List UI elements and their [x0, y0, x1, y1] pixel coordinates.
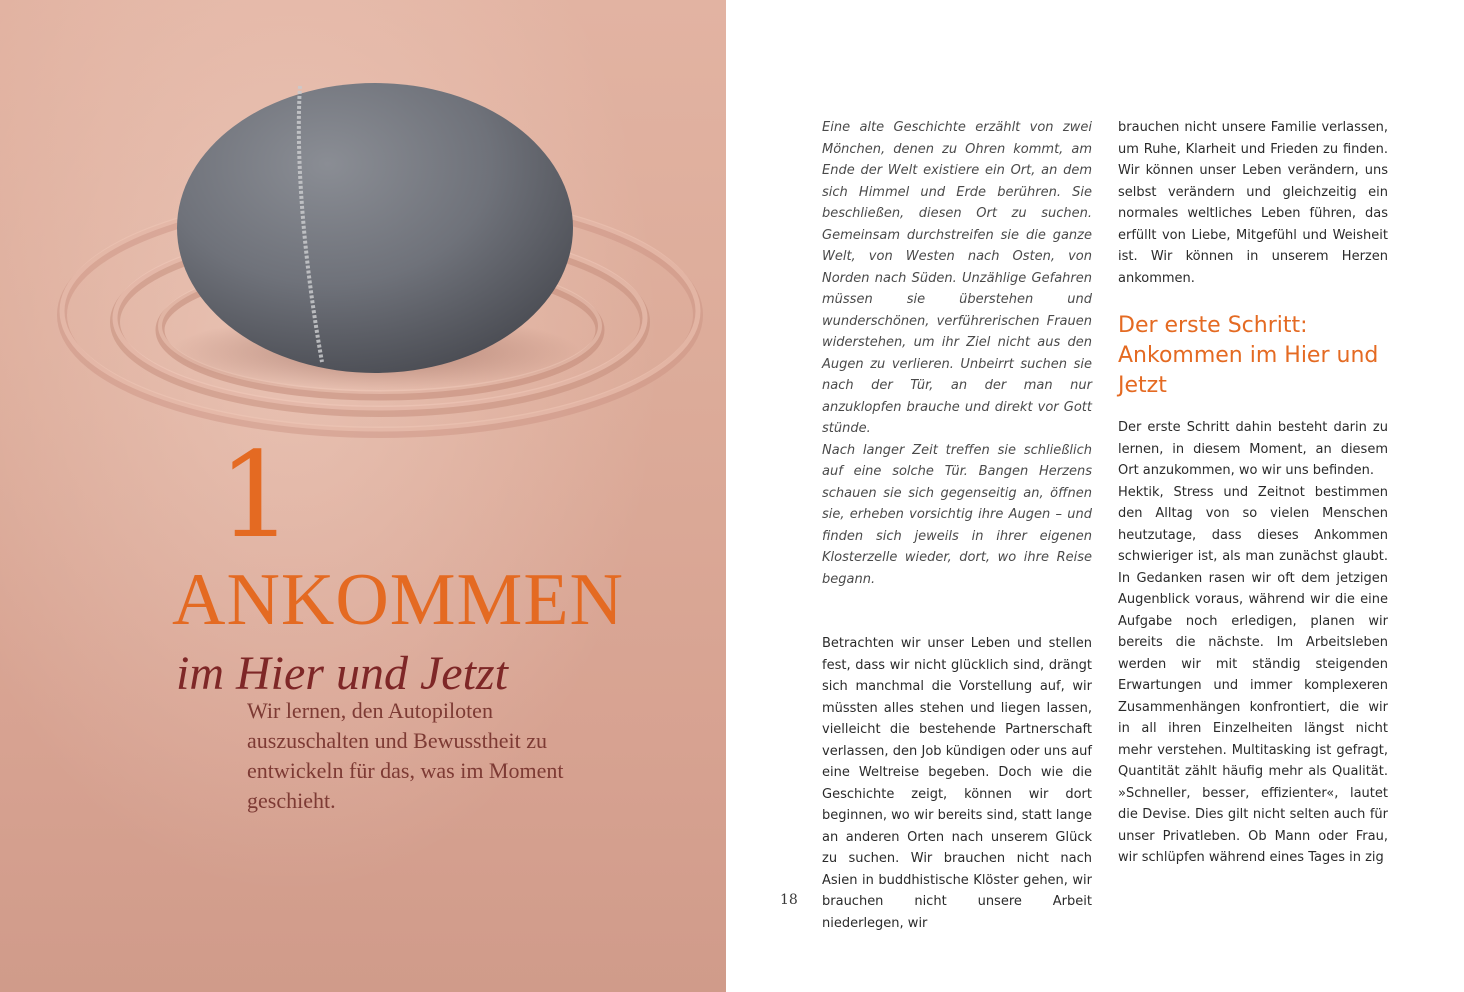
- body-paragraph: Der erste Schritt dahin besteht darin zu lernen, in diesem Moment, an diesem Ort anzukommen, wo wir uns befinden.: [1118, 420, 1388, 478]
- section-heading: Der erste Schritt: Ankommen im Hier und Jetzt: [1118, 313, 1379, 398]
- body-paragraph: Betrachten wir unser Leben und stellen fest, dass wir nicht glücklich sind, drängt sich manchmal die Vorstellung auf, wir müssten alles stehen und liegen lassen, vielleicht die bestehende Partnerschaft verlassen, den Job kündigen oder uns auf eine Weltreise begeben. Doch wie die Geschichte zeigt, können wir dort beginnen, wo wir bereits sind, statt lange an anderen Orten nach unserem Glück zu suchen. Wir brauchen nicht nach Asien in buddhistische Klöster gehen, wir brauchen nicht unsere Arbeit niederlegen, wir: [822, 636, 1092, 931]
- body-paragraph: Hektik, Stress und Zeitnot bestimmen den Alltag von so vielen Menschen heutzutage, dass dieses Ankommen schwieriger ist, als man zunächst glaubt. In Gedanken rasen wir oft dem jetzigen Augenblick voraus, während wir die eine Aufgabe noch erledigen, planen wir bereits die nächste. Im Arbeitsleben werden wir mit ständig steigenden Erwartungen und immer komplexeren Zusammenhängen konfrontiert, die wir in all ihren Einzelheiten längst nicht mehr verstehen. Multitasking ist gefragt, Quantität zählt häufig mehr als Qualität. »Schneller, besser, effizienter«, lautet die Devise. Dies gilt nicht selten auch für unser Privatleben. Ob Mann oder Frau, wir schlüpfen während eines Tages in zig: [1118, 484, 1388, 865]
- chapter-title: ANKOMMEN: [172, 559, 624, 641]
- left-page-photo: [0, 0, 726, 992]
- chapter-subtitle: im Hier und Jetzt: [176, 647, 508, 700]
- story-paragraph: Nach langer Zeit treffen sie schließlich auf eine solche Tür. Bangen Herzens schauen sie sich gegenseitig an, öffnen sie, erheben vorsichtig ihre Augen – und finden sich jeweils in ihrer eigenen Klosterzelle wieder, dort, wo ihre Reise begann.: [822, 442, 1092, 587]
- body-paragraph: brauchen nicht unsere Familie verlassen, um Ruhe, Klarheit und Frieden zu finden. Wir können unser Leben verändern, uns selbst verändern und gleichzeitig ein normales weltliches Leben führen, das erfüllt von Liebe, Mitgefühl und Weisheit ist. Wir können in unserem Herzen ankommen.: [1118, 120, 1388, 286]
- story-paragraph: Eine alte Geschichte erzählt von zwei Mönchen, denen zu Ohren kommt, am Ende der Welt existiere ein Ort, an dem sich Himmel und Erde berühren. Sie beschließen, diesen Ort zu suchen. Gemeinsam durchstreifen sie die ganze Welt, von Westen nach Osten, von Norden nach Süden. Unzählige Gefahren müssen sie überstehen und wunderschönen, verführerischen Frauen widerstehen, um ihr Ziel nicht aus den Augen zu verlieren. Unbeirrt suchen sie nach der Tür, an der man nur anzuklopfen brauche und direkt vor Gott stünde.: [822, 120, 1092, 436]
- text-column-right: [1118, 117, 1388, 869]
- story-excerpt: [822, 117, 1092, 590]
- right-page: [726, 0, 1464, 992]
- zen-stone-image: [0, 0, 726, 992]
- page-number: 18: [780, 892, 798, 908]
- stone-shape: [177, 83, 573, 373]
- chapter-intro: Wir lernen, den Autopiloten auszuschalten und Bewusstheit zu entwickeln für das, was im Moment geschieht.: [247, 698, 564, 813]
- text-column-left: [822, 117, 1092, 934]
- chapter-number: 1: [218, 426, 294, 564]
